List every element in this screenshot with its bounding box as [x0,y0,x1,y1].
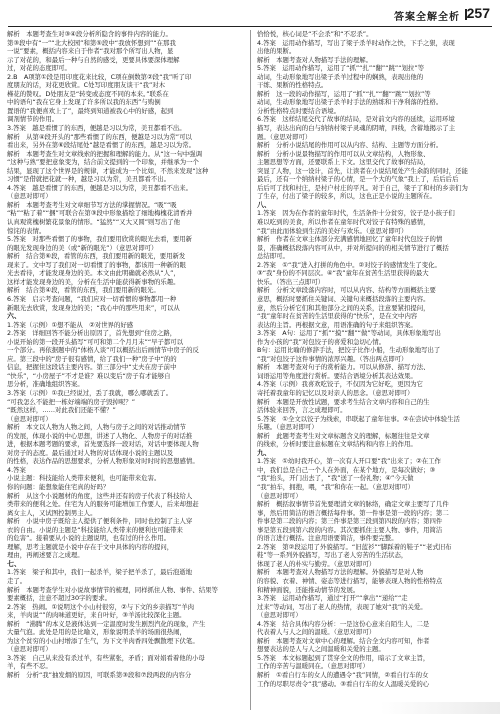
left-column-line: 一个部分。再依据题中的“体格人谈”可以概括出后画情节中房子的反 [7,346,199,355]
left-column-line: 结果，显现了这个世界是的规律，才能成为一个比如，不然来发现“这种 [7,166,209,175]
right-column-line: 分析性格特点时要结合语境。 [257,106,341,115]
right-column-line: 想要表达的是人与人之间温暖和关爱的主题。 [257,645,385,654]
left-column-line: 4.答案 [7,465,26,474]
left-column-line: 的性格，表达作品的思想要求，分析人物形象对时时时的思想感情。 [7,457,199,466]
left-column-line: 3.答案 越是看惯了的东西，便越是习以为常，美丑都看不出。 [7,124,186,133]
left-column-line: 进，根据本题考题的要求，首先要选择一段对话，对话中要体现人物 [7,440,199,449]
left-column-line: 过，对花的态度即可。 [7,64,71,73]
right-column-line: 最后，还有一个纳纳村梁子的心情，是一个大的气象“我上了，后后后后 [257,175,459,184]
right-column-line: 恰恰悦，核心词是“不会杀”和“不忍杀”。 [257,30,373,38]
right-column-line: 解析 本题考查对人物描写方法的理解。外貌描写是对人物 [257,568,424,577]
right-column-line: 5.答案 本文标题起到了贯穿全文的作用，暗示了文章主旨， [257,653,430,662]
left-column-line: “快乐”，“小房屋子”不才是谁？难以变后“房子有才能够自 [7,371,171,380]
left-column-line: 6.答案 启示考查问题，“我们应对一切看惯的事物都用一种 [7,294,177,303]
left-column-line: 1.答案（示例）①想不能从 ②对世界的好感 [7,320,134,329]
left-column-line: 解析 本题考查生对③④段分析所隐含的事件内容的能力。 [7,30,172,38]
right-column-line: 的线索，分析时要注意标题在文章结构和内容上的作用。 [257,440,417,449]
left-column-line: 调剂情节的作用。 [7,115,59,124]
left-column-line: 你的问题：能想象能住宅真的好吗？ [7,482,110,491]
left-column-line: “既然这样，……对此我们还能不懂？” [7,406,116,415]
left-column-line: 解析 本题考查学生对小说故事情节的梳理，同样抓住人物、事件、结果等 [7,585,218,594]
right-column-line: 和精神面貌，还能推动情节的发展。 [257,585,360,594]
left-column-line: 中的语句“我在它身上发现了许多所以我的东西”与购倒 [7,98,161,107]
right-column-line: 2.答案 第②段运用了外貌描写。“旧蓝衫”“脚踩着的鞋子”“老式旧布 [257,542,452,551]
left-column-line: 解析 本文以人物为人物之间，人物与房子之间的对话推动情节 [7,423,186,432]
right-column-line: 描写，表达出向的白与纳纳村梁子灵魂的阴晴，四线，含蓄地揭示了主 [257,124,456,133]
left-column-line: 解析 分析“我”抽发烟的原因，可联系第③段和⑦段两段的内容分 [7,671,192,680]
left-column-line: 解析 从这个小说题材的角度，这些并还有的房子代表了科技给人 [7,491,193,500]
left-column-line: 解析 结合第④段，看管的东西，我们要用新的眼光。 [7,286,160,295]
page-curl-shadow [380,702,500,714]
right-column-line: 动词，生动形象地写出梁子杀羊过程中的娴熟，表现出他的 [257,72,424,81]
left-column-line: 离女主人，又试图控制男主人。 [7,508,97,517]
right-column [257,30,493,710]
right-column-line: 5.答案 运用动作描写，运用了“抓”“扎”“翻”“跳”“划拉”等 [257,64,425,73]
left-column-line: 光去看待，才能发现身边的美。本文由此明确就必然从“人”， [7,269,180,278]
right-column-line: 难以吃到的美食，所以作者在童年时代对饺子有特殊的感情， [257,218,430,227]
right-column-line: “我”抬头，开门出去了，“我”送了一份礼物；④”今天做 [257,474,414,483]
right-column-line: 解析 本题考查对句子的赏析能力。可以从修辞、描写方法、 [257,363,430,372]
right-column-line: 乐趣。（意思对即可） [257,423,318,432]
right-column-line: “我”对包饺子这件事情的浓厚兴趣。（答出两点即可） [257,354,408,363]
right-column-line: 表达的主旨。再根据文意，用语准确的句子来组织答案。 [257,320,417,329]
left-column-line: 新眼光去欣赏，发现身边的美；“我心中的那些用来”，可以从 [7,303,180,312]
right-column-line: 了生存，付出了梁子的较多，所以，这也正是小说的主题所在。 [257,192,436,201]
right-column-line: 词语运用等角度进行赏析。要结合语境分析其表达效果。 [257,371,417,380]
right-column-line: 事是第五段到第六段的内容。其次要抓住主要人物、事件，用简洁 [257,525,443,534]
right-column-line: 解析 本题考查对人物描写手法的理解。 [257,55,373,64]
right-column-line: （意思对即可） [257,491,302,500]
left-column-line: 衣的自由。小说的主题是“科技能给人类带来的便利也可能带来 [7,525,183,534]
right-column-line: ③“我”身份的不同层次。④“我”童年在贫苦生活里获得的最大 [257,269,429,278]
right-column-line: 解析 本题是开放性试题，要求考生结合文章内容和自己的生 [257,397,430,406]
left-column-line: 2.答案 热闹。①说明这个小山村很穷，②与下文的乡亲描写“羊肉 [7,602,195,611]
left-column-line: 理解，思考主题就是小说中存在于文中具体的内容的提问， [7,542,174,551]
left-column-line: 羊，有些不忍。 [7,662,52,671]
left-column-line: （意思对即可） [7,414,52,423]
right-column-line: 活体验来回答，言之成理即可。 [257,406,347,415]
left-column-line: （意思对即可） [7,192,52,201]
page-header [0,0,500,28]
left-column-line: 2.答案 详细回答不能分析出原因了，首先想到“住房之路， [7,329,177,338]
left-column-line: 信息，把握住这段话主要内容。第三部分中“丈夫在房子前中 [7,363,177,372]
left-column-line: 槿花的赞叹。D处朋友是“转变或态度不同的本来。”联系在 [7,89,169,98]
left-column-line: 六、 [7,312,21,321]
left-column-line: 走了。 [7,577,27,585]
right-column-line: 1.答案 ①幼时我开心，第一次有人开口要“我”出来了；②在工作 [257,457,441,466]
right-column-line: 的语言进行概括。注意用语要简洁，事件要完整。 [257,534,398,543]
right-column-line: 解析 ①看自行车的女人的遭遇令“我”同情，②看自行车的女 [257,671,429,680]
right-column-line: “我”拍车，拥抱，喂，“我”和你在一起。（意思对即可） [257,482,415,491]
left-column-line: 来，羊肉说“”的肉味道更好，来自叶好，③羊汤比较深化主题。 [7,611,186,620]
left-column-line: 这样才能发现身边的美，分析在生活中能获得新事物的乐趣。 [7,277,180,286]
right-column-line: 解析 此题考查考生对文章标题含义的理解，标题往往是文章 [257,431,430,440]
left-column-line: 惊诧的表情。 [7,226,46,235]
right-column-line: 1.答案 因为在作者的童年时代，生活条件十分贫穷，饺子是小孩子们 [257,209,455,218]
right-column-line: 干练、果断的性格特点。 [257,81,328,90]
left-column-line: 的发展，体现小说的中心思想，讲述了人物化、人物房子的对话推 [7,431,193,440]
left-column-line: 思分析，准确地组织答案。 [7,380,84,389]
right-column-line: 快乐。（答出三点即可） [257,277,325,286]
right-column-line: 4.答案 运用动作描写，写出了梁子杀羊时动作之快，下手之狠，表现 [257,38,455,47]
left-column-line: 要素概括，注意不超过30字的要求。 [7,594,111,603]
header-title: 答案全解全析 [394,12,460,23]
right-column-line: 寄托着我童年的记忆以及对亲人的思念。（意思对即可） [257,388,414,397]
right-column-line: 解析 分析小说景物描写的作用可以从文章结构，人物形象、 [257,149,430,158]
right-column-line: 总结即可。 [257,252,289,261]
right-column-line: 事，然后用简洁的语言概括每件事。第一件事是第一段的内容；第二 [257,508,449,517]
left-column-line: 类带来的便利之处。住宅为人的服务可能增加工作要人，后来却想赶 [7,500,199,509]
right-column-line: 4.答案 结合具体内容分析：一是这份心意来自陌生人，二是 [257,619,430,628]
left-column-line: 应。第三段中的“房子很有感情，给了我们一种”房子中“的的 [7,354,177,363]
left-column-line: 习惯”是借就把花就一种，越是习以为常，美丑都看不出。 [7,175,171,184]
right-column-line: 解析 作者在文章主体部分充满感情地回忆了童年时代包饺子的情 [257,235,443,244]
left-column-line: “粘”“粘了着”“捆”可联合在第③段中形象描绘了细地梅槐花清香并 [7,209,193,218]
right-column-line: B句：运用比喻的修辞手法，把饺子比作小船，生动形象地写出了 [257,346,441,355]
left-column-line: 5.答案 对那些看惯了的事物，我们要用欣赏的眼光去看，要用新 [7,235,193,244]
left-column-line: 3.答案 自己从来没有杀过羊，有些紧张，矛盾；面对娟看着他的小母 [7,653,205,662]
left-column-line: 小说开始的第一段开头描写“可可和第二个月月末”“早子都可以 [7,337,184,346]
left-column-line: 七、 [7,559,21,568]
left-column-line: 大量气泡。此处是用的是比喻义，形象说明杀羊的场面很热闹， [7,628,186,637]
right-column-line: 后后可了找和村庄，是村户村庄的平凡。对于自己，梁子了和村的乡亲们为 [257,183,468,192]
left-column-line: 为这个贫穷的小山村增添了生气，为下文羊肉香四处飘散埋下伏笔。 [7,636,199,645]
left-column-line: 对房子的态度。最后通过对人物的对话体现小说的主题以及 [7,448,174,457]
left-column-line: “这种与熟”要把意象变为，结合前文提到的一个印象，并继承为一个 [7,158,199,167]
right-column-line: 主题思想等方面，还要联系上下文。这里交代了故事的结局， [257,158,430,167]
right-column-line: 八、 [257,200,271,209]
right-column-line: 出他的果断。 [257,47,296,56]
right-column-line: “我”由此而体验到生活的美好与欢乐。（意思对即可） [257,226,408,235]
left-column-line: 解析 本题考查考生对文章细节写方法的掌握情况。“吸”“吸 [7,200,177,209]
page-number: 257 [466,5,490,21]
right-column-line: 解析 分析小说结尾的作用可以从内容、结构、主题等方面分析。 [257,141,443,150]
right-column-line: 解析 概括叙事情节首先要理清文章的脉络，确定文章主要写了几件 [257,500,449,509]
right-column-line: 代表着人与人之间的温暖。（意思对即可） [257,628,376,637]
right-column-line: 体现了老人的朴实与勤劳。（意思对即可） [257,559,376,568]
right-column-line: 3.答案 A句：运用了“抓”“摸”“翻”“做”等动词，具体形象地写出 [257,329,441,338]
left-column-line: 一说”要素，概括内容来自于作者“我对那个所写出人物，显 [7,47,174,56]
right-column-line: 3.答案 运用动作描写，通过“打开”“拿出”“递给”“走 [257,594,408,603]
left-column-line: 认真观赏槐树繁花景象的情形。“猛然”“又大又圆”则写出了他 [7,218,181,227]
right-column-line: 九、 [257,448,271,457]
right-column-line: 工作的尽职尽责令“我”感动。③看自行车的女人温暖关爱的心 [257,679,430,688]
right-column-line: 的容貌、衣着、神情、姿态等进行描写，能够表现人物的性格特点 [257,577,443,585]
left-column-line: （意思对即可） [7,645,52,654]
left-column-line: 的危害”。接着要从小说的主题说明，也有过的什么作用。 [7,534,171,543]
right-column-line: （意思对即可） [257,611,302,620]
left-column-line: 2.B A项第①段是用印度花来比较，C项在倒数第②段“我”听了印 [7,72,192,81]
right-column-line: 中，我们总是自己一个人在外面，在某个地方，是每次做好；③ [257,465,436,474]
left-column-line: 1.答案 梁子和其中，我们一起杀羊，梁子把羊杀了，最后泡逝地 [7,568,193,577]
left-column-line: 解析 小说中房子既给主人提供了便利条件，同时也控制了主人穿 [7,517,193,526]
header-rule [8,26,492,27]
right-column-line: 动词，生动形象地写出梁子杀羊时手法的熟练和干净利落的性格。 [257,98,443,107]
right-column-line: 作为小孩的“我”对包饺子的喜爱和急切心情。 [257,337,386,346]
right-column-line: 解析 分析文章段落内容时，可以从内容、结构等方面概括主要 [257,286,436,295]
right-column-line: 5.答案 ①全文以饺子为线索，串联起了童年往事。②在尝试中体验生活 [257,414,460,423]
left-column-line: 理由，再阐述要言之成理。 [7,551,84,560]
left-column-line: 看出来，另外在第⑥段结尾处“越是看惯了的东西，越是习以为常。 [7,141,195,150]
left-column-line: 小说主题：科技能给人类带来便利，也可能带来危害。 [7,474,161,483]
right-column-line: 6.答案 这样结尾交代了故事的结局，是对前文内容的延续，运用环境 [257,115,455,124]
left-column-line: 3.答案（示例）①我已经说过，丢了我就，哪么哪就丢了。 [7,388,173,397]
right-column-line: 景，准确概括段落内容可从中，并对所提问的的相关情节进行了概括 [257,243,449,252]
two-column-body [7,30,493,710]
column-divider [250,30,251,710]
right-column-line: 意思，概括时要抓住关键词、关键句来概括段落的主要内容。 [257,294,430,303]
left-column-line: 解析 本题考查生对文章线索的把握和理解的能力。从“这一句中强调 [7,149,203,158]
right-column-line: 工作的辛苦与温暖同在。（意思对即可） [257,662,369,671]
left-column-line: 4.答案 越是看惯了的东西，便越是习以为常，美丑都看不出来。 [7,183,193,192]
left-column-line: 的眼光发现身边的美（或“新的眼光”）（意思对即可） [7,243,158,252]
right-column-line: 突显了人物，这一设计，首先，让读者在小说结尾处产生余韵的同时，还能 [257,166,468,175]
left-column-line: “可我怎么不能把一栋好端端的房子毁掉呢？” [7,397,136,406]
left-column-line: 解析 结合第⑥段，看管的东西，我们要用新的眼光，要用新发 [7,252,186,261]
left-column [7,30,243,710]
right-column-line: 过来”等动词，写出了老人的热情，表现了她对“我”的关爱。 [257,602,427,611]
right-column-line: 题。（意思对即可） [257,132,312,141]
right-column-line: 鞋”等一系列外貌描写，写出了老人穷苦的生活状态， [257,551,408,560]
left-column-line: 解析 从第④段开头的“那些看惯了的东西，便越是习以为常”可以 [7,132,192,141]
right-column-line: 解析 这一段的动作描写，运用了“抓”“扎”“翻”“跳”“划拉”等 [257,89,431,98]
right-column-line: 意，然后分析它们和其他部分之间的关系，注意要紧扣提问， [257,303,430,312]
right-column-line: “我”童年时在贫苦的生活里获得的“快乐”，是在文中内容 [257,312,418,321]
right-column-line: 解析 本题考查对文章中心的理解。结合全文内容可知，作者 [257,636,430,645]
left-column-line: 现来了。文中写了我们对一切看惯了的事物，都该用一种新的眼 [7,260,186,269]
left-column-line: 置语的“我便喜欢上了”，最终到知道被我心中的好感，起到 [7,106,174,115]
left-column-line: 第③段中有“一”“北大校园”和第⑤段中“我放怀想到”“在那我 [7,38,176,47]
left-column-line: 示了对花的，和最后一种与自然的感受，更要具体要深体理解 [7,55,180,64]
right-column-line: 件事是第二段的内容；第三件事是第三段到第四段的内容；第四件 [257,517,443,526]
right-column-line: 4.答案（示例）我喜欢吃饺子，不仅因为它好吃，更因为它 [257,380,423,389]
left-column-line: 解析 “沸腾”的本义是液体达到一定温度时发生剧烈汽化的现象，产生 [7,619,206,628]
right-column-line: 2.答案 ①“我”进入打拼的角色中。②对饺子的感情发生了变化。 [257,260,441,269]
left-column-line: 度朋友的话，对花更欣赏。C处写印度朋友谈干“我”对木 [7,81,166,90]
